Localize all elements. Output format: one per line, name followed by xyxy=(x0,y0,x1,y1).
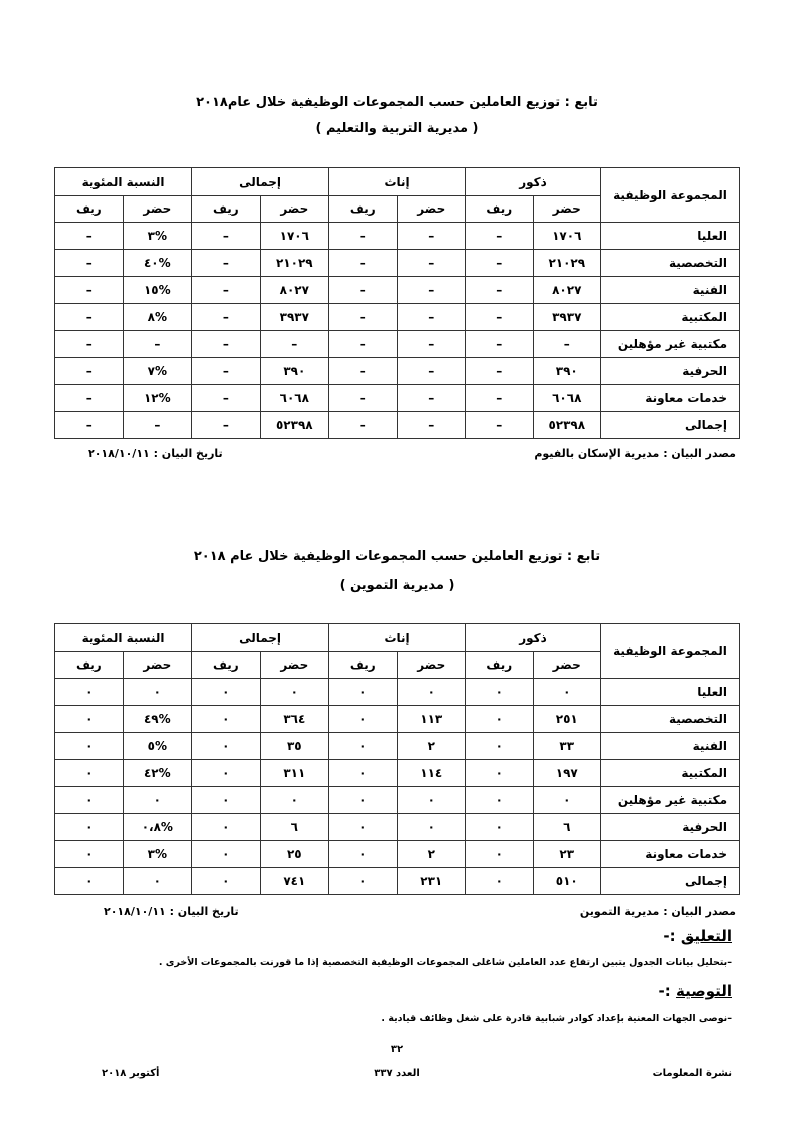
header-group: المجموعة الوظيفية xyxy=(601,168,740,223)
table-cell: ٠ xyxy=(55,760,124,787)
header-urban: حضر xyxy=(397,652,465,679)
table-cell: ٠ xyxy=(533,787,600,814)
table-cell: ٦ xyxy=(533,814,600,841)
table-cell: ٠ xyxy=(329,814,397,841)
row-label: إجمالى xyxy=(601,868,740,895)
table-cell: ٠ xyxy=(192,679,260,706)
table-cell: %٧ xyxy=(123,358,191,385)
table-cell: ٣٩٣٧ xyxy=(533,304,600,331)
table2-title: تابع : توزيع العاملين حسب المجموعات الوظيفية خلال عام ٢٠١٨ xyxy=(193,549,601,564)
table-cell: ٠ xyxy=(192,841,260,868)
footer-publication: نشرة المعلومات xyxy=(652,1068,732,1079)
table-cell: ٠ xyxy=(260,679,328,706)
header-female: إناث xyxy=(329,168,466,196)
footer-issue: العدد ٣٣٧ xyxy=(374,1068,420,1079)
table2-subtitle: ( مديرية التموين ) xyxy=(339,578,455,593)
table-cell: %١٥ xyxy=(123,277,191,304)
table-cell: ٠ xyxy=(123,787,191,814)
page-number: ٣٢ xyxy=(390,1044,404,1055)
row-label: الفنية xyxy=(601,277,740,304)
table-cell: ٣٥ xyxy=(260,733,328,760)
table-cell: ٠ xyxy=(55,841,124,868)
table-cell: – xyxy=(192,358,260,385)
header-urban: حضر xyxy=(260,196,328,223)
table-cell: ٠ xyxy=(329,787,397,814)
table-cell: ٠ xyxy=(123,868,191,895)
table-cell: – xyxy=(192,277,260,304)
table-cell: ٣١١ xyxy=(260,760,328,787)
row-label: المكتبية xyxy=(601,760,740,787)
table-cell: – xyxy=(55,277,124,304)
table-cell: ٢١٠٢٩ xyxy=(260,250,328,277)
header-rural: ريف xyxy=(192,196,260,223)
header-urban: حضر xyxy=(533,196,600,223)
table-cell: – xyxy=(55,412,124,439)
table1-subtitle: ( مديرية التربية والتعليم ) xyxy=(315,121,479,136)
table-cell: ٠ xyxy=(192,733,260,760)
header-percent: النسبة المئوية xyxy=(55,168,192,196)
table-cell: ٣٩٠ xyxy=(260,358,328,385)
table-cell: – xyxy=(123,331,191,358)
table-row xyxy=(55,760,740,787)
header-female: إناث xyxy=(329,624,466,652)
row-label: مكتبية غير مؤهلين xyxy=(601,331,740,358)
table-cell: – xyxy=(466,412,534,439)
header-urban: حضر xyxy=(123,196,191,223)
table-cell: ٠ xyxy=(397,679,465,706)
table-cell: ١١٣ xyxy=(397,706,465,733)
table2-date: تاريخ البيان : ٢٠١٨/١٠/١١ xyxy=(104,905,239,918)
table-cell: – xyxy=(329,250,397,277)
recommendation-heading-suffix: :- xyxy=(658,982,676,1000)
header-rural: ريف xyxy=(329,652,397,679)
table-row xyxy=(55,250,740,277)
table-cell: ٠ xyxy=(329,706,397,733)
table-cell: ٠ xyxy=(55,814,124,841)
table-cell: ٢١٠٢٩ xyxy=(533,250,600,277)
table-cell: – xyxy=(329,277,397,304)
row-label: خدمات معاونة xyxy=(601,841,740,868)
table-cell: ٦ xyxy=(260,814,328,841)
table-cell: ١٧٠٦ xyxy=(260,223,328,250)
table-cell: – xyxy=(329,331,397,358)
table-cell: – xyxy=(55,331,124,358)
table-cell: – xyxy=(397,223,465,250)
comment-text: –بتحليل بيانات الجدول يتبين ارتفاع عدد العاملين شاغلى المجموعات الوظيفية التخصصية إذا ما قورنت بالمجموعات الأخرى . xyxy=(158,957,732,968)
table-cell: ٠ xyxy=(466,787,534,814)
table-cell: ٢٣١ xyxy=(397,868,465,895)
table-cell: ٢٣ xyxy=(533,841,600,868)
table-cell: – xyxy=(466,250,534,277)
table1-date: تاريخ البيان : ٢٠١٨/١٠/١١ xyxy=(88,447,223,460)
table-cell: – xyxy=(397,412,465,439)
table-cell: – xyxy=(192,223,260,250)
table-cell: – xyxy=(533,331,600,358)
table-cell: ٠ xyxy=(192,787,260,814)
table2-source: مصدر البيان : مديرية التموين xyxy=(579,905,736,918)
table-cell: ٢ xyxy=(397,841,465,868)
comment-heading-label: التعليق xyxy=(680,927,732,945)
table-cell: – xyxy=(329,385,397,412)
table-cell: ٢٥١ xyxy=(533,706,600,733)
table-cell: – xyxy=(466,223,534,250)
table-cell: ٠ xyxy=(55,706,124,733)
table-cell: ٣٦٤ xyxy=(260,706,328,733)
table-cell: – xyxy=(192,304,260,331)
table-cell: – xyxy=(329,412,397,439)
table-cell: ٥٢٣٩٨ xyxy=(260,412,328,439)
table-cell: ٧٤١ xyxy=(260,868,328,895)
table-cell: %٤٠ xyxy=(123,250,191,277)
table-cell: ٠ xyxy=(397,787,465,814)
header-urban: حضر xyxy=(260,652,328,679)
header-rural: ريف xyxy=(192,652,260,679)
header-rural: ريف xyxy=(55,652,124,679)
table-cell: – xyxy=(397,385,465,412)
header-rural: ريف xyxy=(329,196,397,223)
table1-title: تابع : توزيع العاملين حسب المجموعات الوظيفية خلال عام٢٠١٨ xyxy=(196,95,598,110)
table-cell: ٠ xyxy=(329,733,397,760)
header-rural: ريف xyxy=(55,196,124,223)
table-cell: – xyxy=(260,331,328,358)
table-cell: ٣٩٣٧ xyxy=(260,304,328,331)
table-row xyxy=(55,277,740,304)
table-row xyxy=(55,223,740,250)
table-cell: ٠ xyxy=(192,760,260,787)
row-label: المكتبية xyxy=(601,304,740,331)
row-label: مكتبية غير مؤهلين xyxy=(601,787,740,814)
table-cell: – xyxy=(192,412,260,439)
table-cell: ٥٢٣٩٨ xyxy=(533,412,600,439)
table-cell: ٥١٠ xyxy=(533,868,600,895)
table-cell: ٠ xyxy=(192,706,260,733)
table-cell: %٤٢ xyxy=(123,760,191,787)
table-cell: ٠ xyxy=(55,679,124,706)
table-cell: – xyxy=(329,358,397,385)
table-cell: – xyxy=(397,304,465,331)
footer-month: أكتوبر ٢٠١٨ xyxy=(102,1068,160,1079)
table-cell: – xyxy=(466,385,534,412)
header-total: إجمالى xyxy=(192,624,329,652)
table-cell: %٨ xyxy=(123,304,191,331)
table-cell: ٠ xyxy=(533,679,600,706)
table-cell: %٣ xyxy=(123,223,191,250)
table-cell: – xyxy=(192,385,260,412)
table-cell: – xyxy=(329,304,397,331)
header-urban: حضر xyxy=(397,196,465,223)
table-cell: ٠ xyxy=(55,787,124,814)
table-cell: – xyxy=(123,412,191,439)
table-cell: ٠ xyxy=(55,733,124,760)
table-cell: – xyxy=(55,250,124,277)
header-rural: ريف xyxy=(466,652,534,679)
comment-heading-suffix: :- xyxy=(663,927,681,945)
table-row xyxy=(55,841,740,868)
header-urban: حضر xyxy=(533,652,600,679)
table-cell: ٨٠٢٧ xyxy=(260,277,328,304)
table-row xyxy=(55,679,740,706)
table-cell: ٠ xyxy=(466,679,534,706)
table-cell: ١٩٧ xyxy=(533,760,600,787)
table-row xyxy=(55,787,740,814)
table-cell: ٦٠٦٨ xyxy=(533,385,600,412)
table-cell: ٠ xyxy=(466,706,534,733)
recommendation-text: –نوصى الجهات المعنية بإعداد كوادر شبابية قادرة على شغل وظائف قيادية . xyxy=(381,1013,732,1024)
table-cell: – xyxy=(397,358,465,385)
header-percent: النسبة المئوية xyxy=(55,624,192,652)
table-cell: ٠ xyxy=(192,868,260,895)
table-cell: ٠ xyxy=(466,760,534,787)
table-cell: %١٢ xyxy=(123,385,191,412)
table-row xyxy=(55,412,740,439)
table-cell: – xyxy=(55,385,124,412)
table-cell: %٥ xyxy=(123,733,191,760)
header-male: ذكور xyxy=(466,168,601,196)
table-cell: ١١٤ xyxy=(397,760,465,787)
table-cell: ٠ xyxy=(329,679,397,706)
table-cell: %٠،٨ xyxy=(123,814,191,841)
table-cell: – xyxy=(397,331,465,358)
table-cell: – xyxy=(329,223,397,250)
table-row xyxy=(55,358,740,385)
table-cell: ٣٩٠ xyxy=(533,358,600,385)
table-cell: ٨٠٢٧ xyxy=(533,277,600,304)
table-row xyxy=(55,304,740,331)
row-label: العليا xyxy=(601,679,740,706)
table-cell: – xyxy=(55,358,124,385)
table-row xyxy=(55,733,740,760)
table-cell: ٠ xyxy=(260,787,328,814)
row-label: التخصصية xyxy=(601,706,740,733)
table-cell: ٠ xyxy=(55,868,124,895)
table-row xyxy=(55,385,740,412)
table1 xyxy=(54,167,740,439)
table-row xyxy=(55,331,740,358)
table-cell: ٠ xyxy=(123,679,191,706)
recommendation-heading-label: التوصية xyxy=(675,982,732,1000)
table-cell: ٦٠٦٨ xyxy=(260,385,328,412)
row-label: التخصصية xyxy=(601,250,740,277)
table-cell: – xyxy=(397,277,465,304)
table2 xyxy=(54,623,740,895)
table-cell: ٠ xyxy=(329,841,397,868)
table-cell: – xyxy=(466,304,534,331)
row-label: إجمالى xyxy=(601,412,740,439)
table-cell: %٤٩ xyxy=(123,706,191,733)
table-cell: ٣٣ xyxy=(533,733,600,760)
table-cell: ٠ xyxy=(466,841,534,868)
table-cell: ٢٥ xyxy=(260,841,328,868)
recommendation-heading xyxy=(659,982,732,1000)
table-cell: ٠ xyxy=(192,814,260,841)
table-cell: ٠ xyxy=(466,868,534,895)
table-cell: ٠ xyxy=(466,733,534,760)
table-cell: ١٧٠٦ xyxy=(533,223,600,250)
table-cell: ٠ xyxy=(397,814,465,841)
table-cell: %٣ xyxy=(123,841,191,868)
row-label: الحرفية xyxy=(601,358,740,385)
table-cell: ٠ xyxy=(329,868,397,895)
header-rural: ريف xyxy=(466,196,534,223)
table-row xyxy=(55,814,740,841)
row-label: العليا xyxy=(601,223,740,250)
row-label: الفنية xyxy=(601,733,740,760)
row-label: خدمات معاونة xyxy=(601,385,740,412)
table-cell: – xyxy=(55,304,124,331)
table-cell: – xyxy=(466,331,534,358)
table-cell: – xyxy=(466,358,534,385)
table-cell: – xyxy=(55,223,124,250)
table-cell: ٢ xyxy=(397,733,465,760)
table-cell: – xyxy=(192,331,260,358)
table-cell: – xyxy=(192,250,260,277)
row-label: الحرفية xyxy=(601,814,740,841)
header-male: ذكور xyxy=(466,624,601,652)
table-cell: ٠ xyxy=(466,814,534,841)
table-cell: – xyxy=(397,250,465,277)
table-cell: – xyxy=(466,277,534,304)
header-total: إجمالى xyxy=(192,168,329,196)
table-row xyxy=(55,706,740,733)
header-urban: حضر xyxy=(123,652,191,679)
table-cell: ٠ xyxy=(329,760,397,787)
comment-heading xyxy=(663,927,732,945)
table-row xyxy=(55,868,740,895)
table1-source: مصدر البيان : مديرية الإسكان بالفيوم xyxy=(534,447,736,460)
header-group: المجموعة الوظيفية xyxy=(601,624,740,679)
